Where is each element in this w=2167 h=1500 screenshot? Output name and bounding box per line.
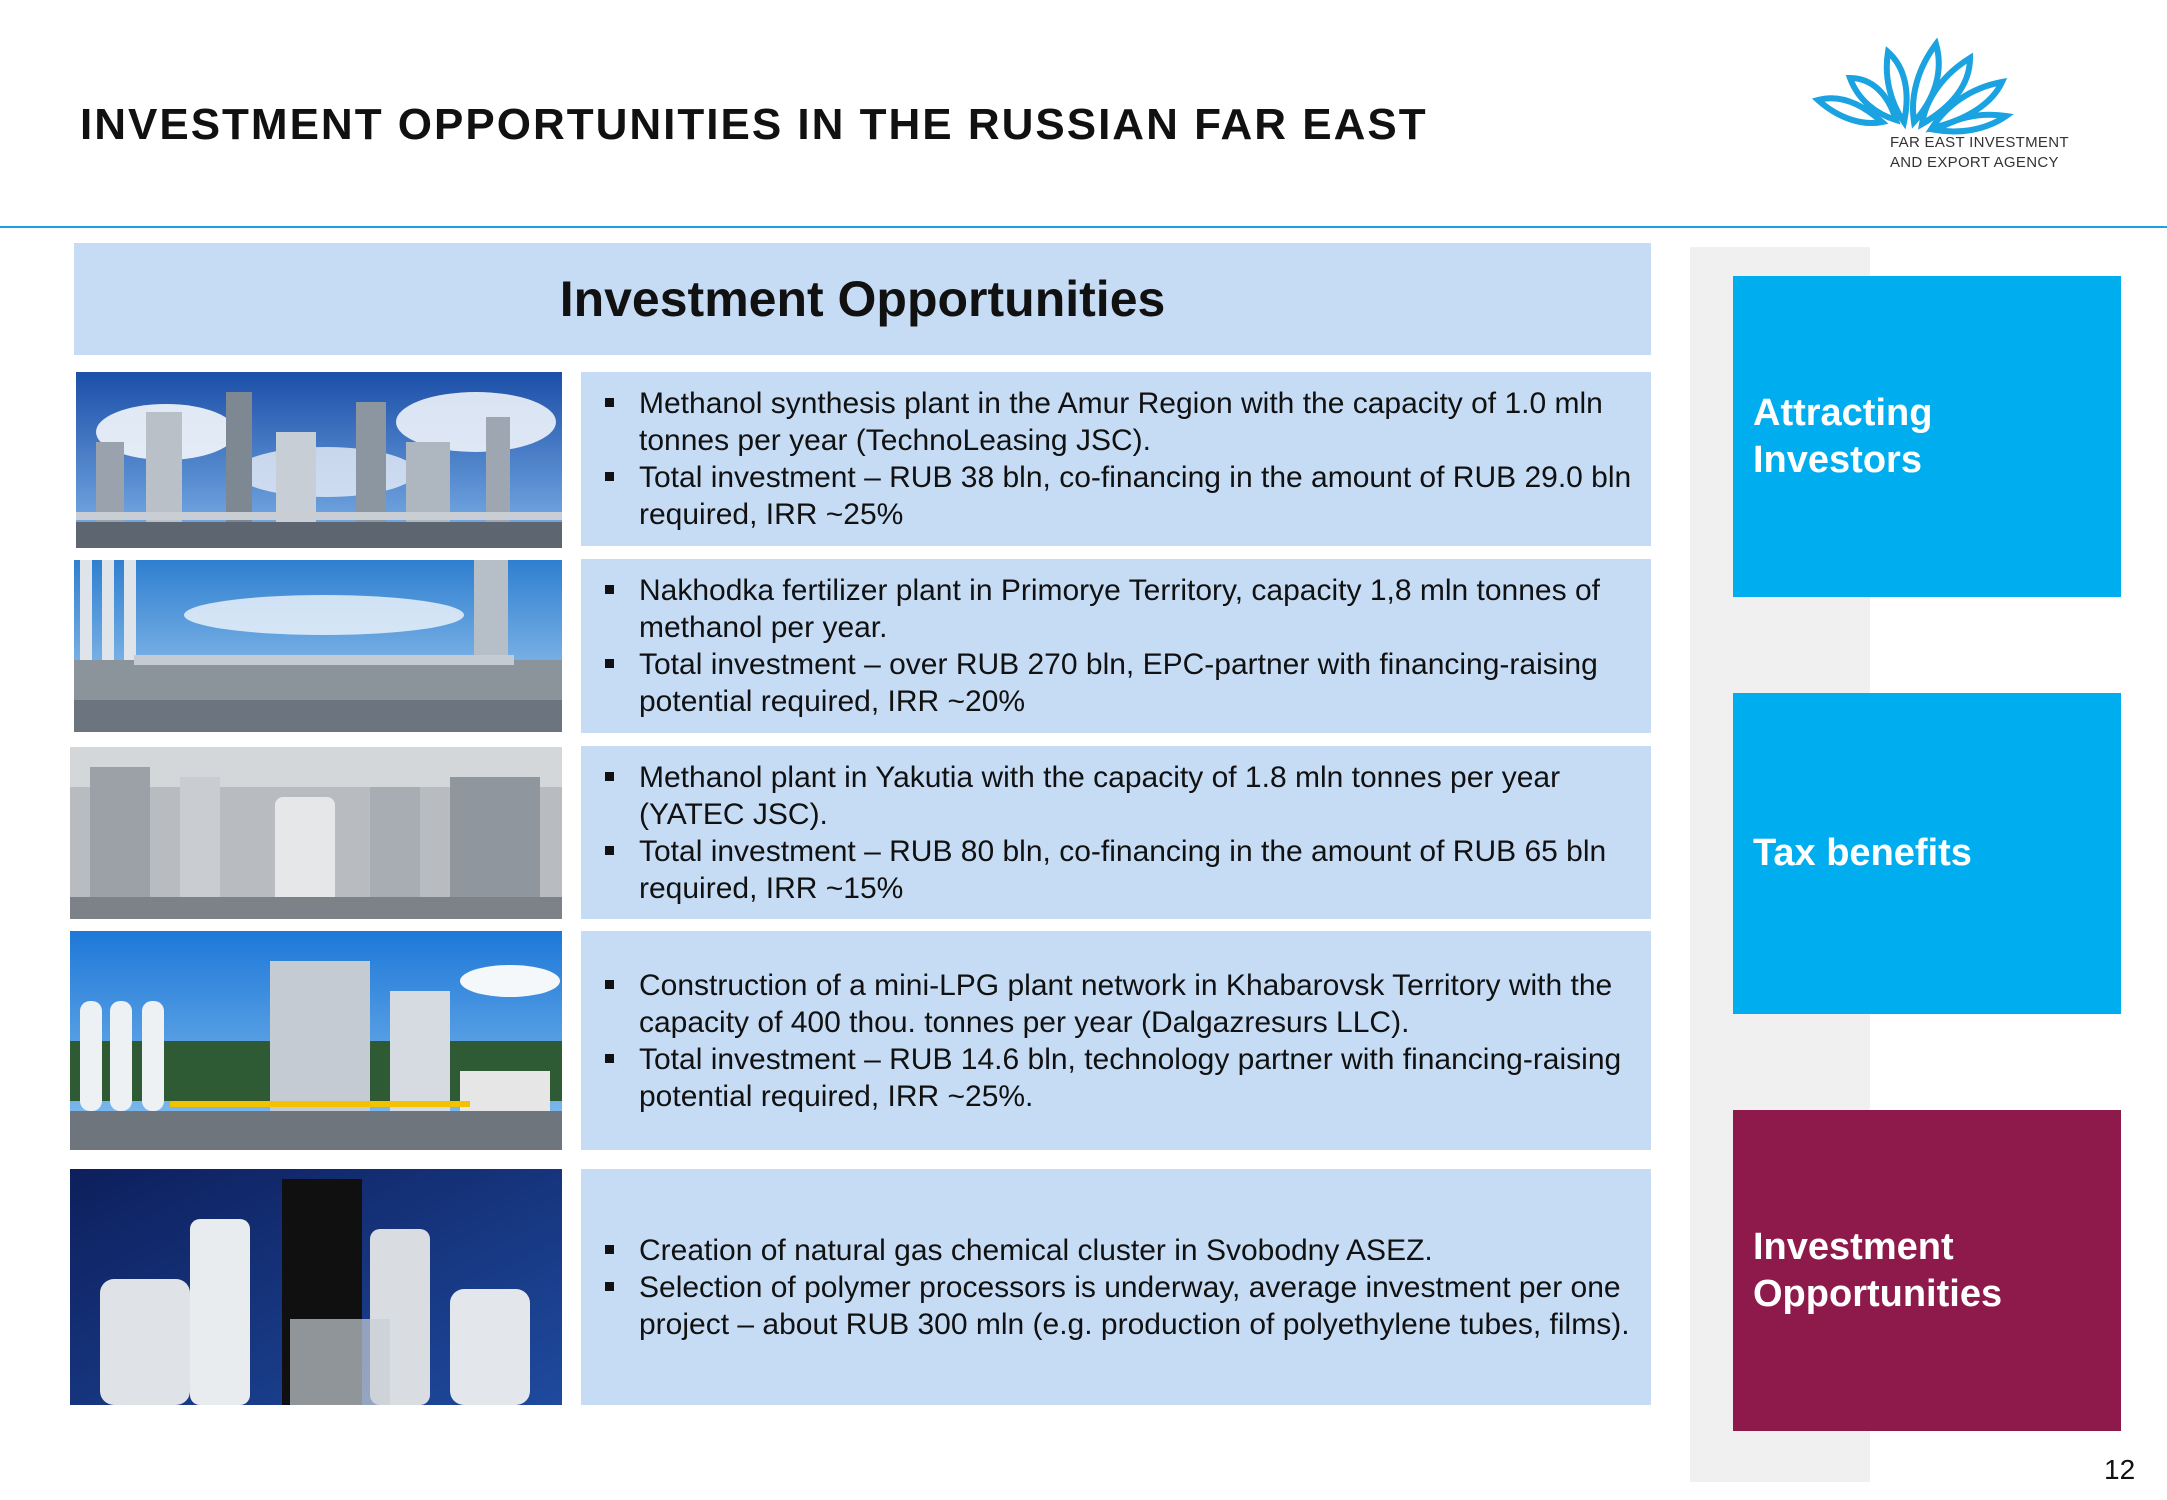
project-card bbox=[581, 1169, 1651, 1405]
bullet-list bbox=[601, 1232, 1637, 1343]
sidebar-item-label: Investment Opportunities bbox=[1753, 1225, 2003, 1315]
bullet-list bbox=[601, 759, 1637, 907]
sidebar-item-label: Attracting Investors bbox=[1753, 391, 1933, 481]
sidebar-item-label: Tax benefits bbox=[1753, 832, 1972, 874]
agency-name-line1: FAR EAST INVESTMENT bbox=[1890, 134, 2069, 151]
refinery-towers-photo bbox=[76, 372, 562, 548]
sidebar-item-investment-opportunities[interactable] bbox=[1733, 1110, 2121, 1431]
bullet-item: Total investment – over RUB 270 bln, EPC-partner with financing-raising potential required, IRR ~20% bbox=[601, 646, 1637, 720]
header-divider bbox=[0, 226, 2167, 228]
section-heading-box bbox=[74, 243, 1651, 355]
bullet-item: Total investment – RUB 38 bln, co-financing in the amount of RUB 29.0 bln required, IRR ~25% bbox=[601, 459, 1637, 533]
lpg-plant-photo bbox=[70, 931, 562, 1150]
bullet-item: Total investment – RUB 14.6 bln, technology partner with financing-raising potential required, IRR ~25%. bbox=[601, 1041, 1637, 1115]
project-card bbox=[581, 931, 1651, 1150]
methanol-plant-photo bbox=[70, 747, 562, 919]
sidebar-item-tax-benefits[interactable] bbox=[1733, 693, 2121, 1014]
bullet-item: Creation of natural gas chemical cluster in Svobodny ASEZ. bbox=[601, 1232, 1637, 1269]
agency-name bbox=[1890, 133, 2069, 173]
bullet-item: Methanol plant in Yakutia with the capacity of 1.8 mln tonnes per year (YATEC JSC). bbox=[601, 759, 1637, 833]
project-card bbox=[581, 372, 1651, 546]
page-title: INVESTMENT OPPORTUNITIES IN THE RUSSIAN FAR EAST bbox=[80, 100, 1428, 149]
bullet-item: Construction of a mini-LPG plant network in Khabarovsk Territory with the capacity of 400 thou. tonnes per year (Dalgazresurs LLC). bbox=[601, 967, 1637, 1041]
bullet-item: Nakhodka fertilizer plant in Primorye Territory, capacity 1,8 mln tonnes of methanol per year. bbox=[601, 572, 1637, 646]
project-card bbox=[581, 559, 1651, 733]
bullet-list bbox=[601, 967, 1637, 1115]
section-heading: Investment Opportunities bbox=[559, 271, 1166, 327]
bullet-item: Methanol synthesis plant in the Amur Region with the capacity of 1.0 mln tonnes per year (TechnoLeasing JSC). bbox=[601, 385, 1637, 459]
page-number: 12 bbox=[2104, 1454, 2136, 1485]
project-card bbox=[581, 746, 1651, 919]
sidebar-item-attracting-investors[interactable] bbox=[1733, 276, 2121, 597]
fertilizer-plant-photo bbox=[74, 560, 562, 732]
bullet-item: Selection of polymer processors is underway, average investment per one project – about RUB 300 mln (e.g. production of polyethylene tubes, films). bbox=[601, 1269, 1637, 1343]
bullet-list bbox=[601, 572, 1637, 720]
agency-name-line2: AND EXPORT AGENCY bbox=[1890, 154, 2059, 171]
bullet-item: Total investment – RUB 80 bln, co-financing in the amount of RUB 65 bln required, IRR ~15% bbox=[601, 833, 1637, 907]
bullet-list bbox=[601, 385, 1637, 533]
polymer-rolls-photo bbox=[70, 1169, 562, 1405]
